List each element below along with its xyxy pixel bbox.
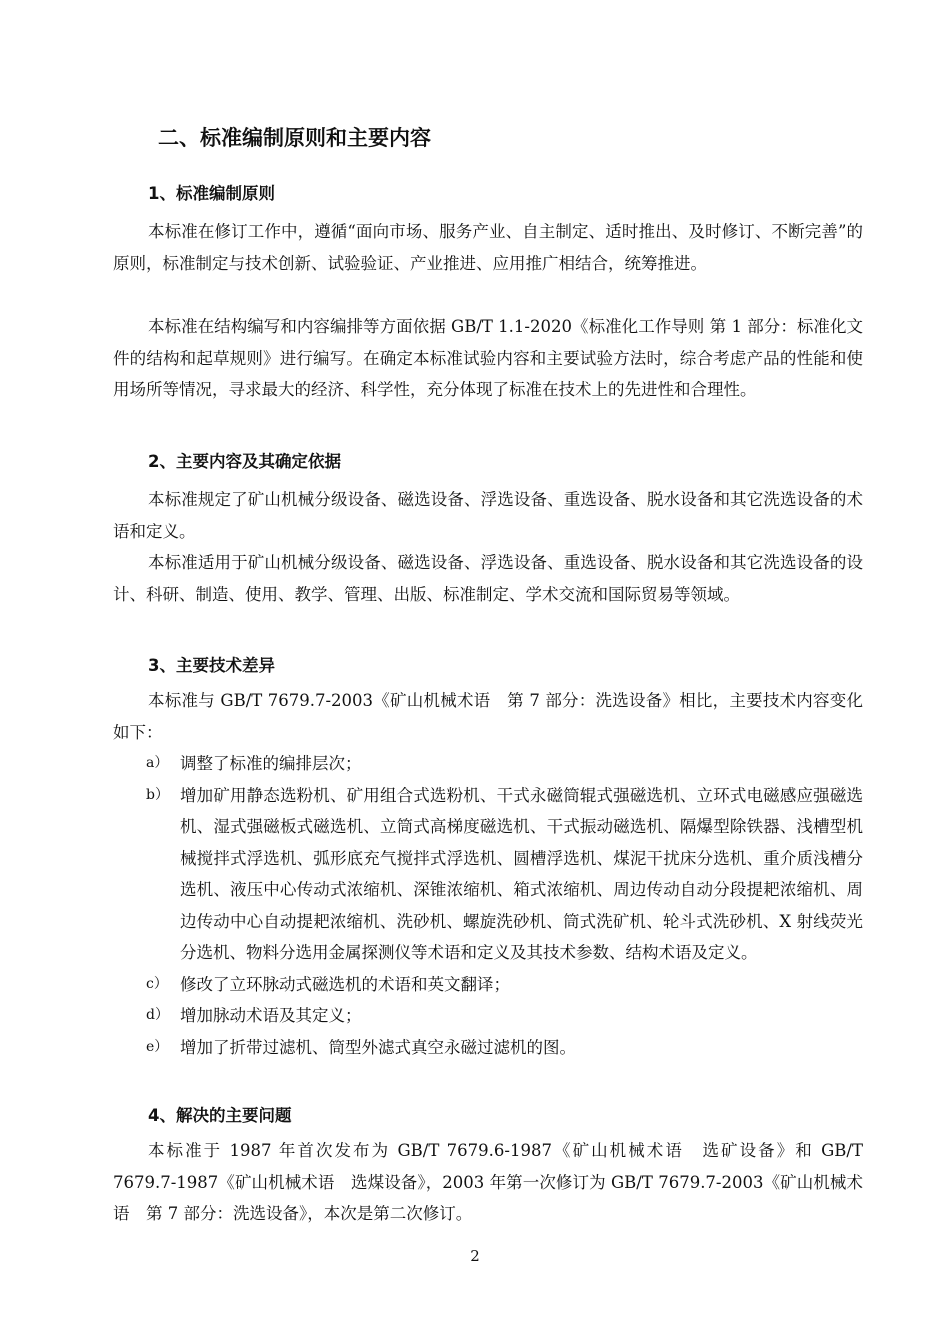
- section-title: 二、标准编制原则和主要内容: [158, 126, 431, 150]
- list-item: [113, 969, 863, 1001]
- paragraph-content-1: 本标准规定了矿山机械分级设备、磁选设备、浮选设备、重选设备、脱水设备和其它洗选设备的术语和定义。: [113, 490, 863, 541]
- heading-principles: 1、标准编制原则: [148, 184, 275, 203]
- list-item-text: 增加了折带过滤机、筒型外滤式真空永磁过滤机的图。: [180, 1037, 576, 1057]
- heading-main-issues: 4、解决的主要问题: [148, 1106, 292, 1125]
- paragraph-principles-1: 本标准在修订工作中，遵循“面向市场、服务产业、自主制定、适时推出、及时修订、不断完善”的原则，标准制定与技术创新、试验验证、产业推进、应用推广相结合，统筹推进。: [113, 222, 863, 273]
- page-number: 2: [470, 1247, 480, 1265]
- list-item: [113, 1032, 863, 1064]
- list-marker: a）: [146, 755, 169, 771]
- list-item: [113, 748, 863, 780]
- heading-main-content: 2、主要内容及其确定依据: [148, 452, 341, 471]
- list-marker: c）: [146, 975, 168, 992]
- heading-tech-differences: 3、主要技术差异: [148, 656, 275, 675]
- list-item: [113, 780, 863, 969]
- list-item-text: 调整了标准的编排层次；: [180, 754, 362, 773]
- paragraph-differences-intro: 本标准与 GB/T 7679.7-2003《矿山机械术语 第 7 部分：洗选设备》相比，主要技术内容变化如下：: [113, 691, 863, 742]
- paragraph-content-2: 本标准适用于矿山机械分级设备、磁选设备、浮选设备、重选设备、脱水设备和其它洗选设备的设计、科研、制造、使用、教学、管理、出版、标准制定、学术交流和国际贸易等领域。: [113, 553, 863, 604]
- list-item: [113, 1000, 863, 1032]
- list-item-text: 增加矿用静态选粉机、矿用组合式选粉机、干式永磁筒辊式强磁选机、立环式电磁感应强磁选机、湿式强磁板式磁选机、立筒式高梯度磁选机、干式振动磁选机、隔爆型除铁器、浅槽型机械搅拌式浮选机、弧形底充气搅拌式浮选机、圆槽浮选机、煤泥干扰床分选机、重介质浅槽分选机、液压中心传动式浓缩机、深锥浓缩机、箱式浓缩机、周边传动自动分段提耙浓缩机、周边传动中心自动提耙浓缩机、洗砂机、螺旋洗砂机、筒式洗矿机、轮斗式洗砂机、X 射线荧光分选机、物料分选用金属探测仪等术语和定义及其技术参数、结构术语及定义。: [180, 785, 863, 962]
- list-item-text: 增加脉动术语及其定义；: [180, 1006, 362, 1025]
- list-marker: d）: [146, 1007, 169, 1023]
- list-marker: b）: [146, 786, 169, 803]
- paragraph-issues: 本标准于 1987 年首次发布为 GB/T 7679.6-1987《矿山机械术语 选矿设备》和 GB/T 7679.7-1987《矿山机械术语 选煤设备》，2003 年第一次修订为 GB/T 7679.7-2003《矿山机械术语 第 7 部分：洗选设备》，本次是第二次修订。: [113, 1141, 863, 1223]
- list-item-text: 修改了立环脉动式磁选机的术语和英文翻译；: [180, 974, 510, 994]
- list-marker: e）: [146, 1038, 169, 1055]
- paragraph-principles-2: 本标准在结构编写和内容编排等方面依据 GB/T 1.1-2020《标准化工作导则 第 1 部分：标准化文件的结构和起草规则》进行编写。在确定本标准试验内容和主要试验方法时，综合考虑产品的性能和使用场所等情况，寻求最大的经济、科学性，充分体现了标准在技术上的先进性和合理性。: [113, 317, 863, 399]
- differences-list: [113, 748, 863, 1063]
